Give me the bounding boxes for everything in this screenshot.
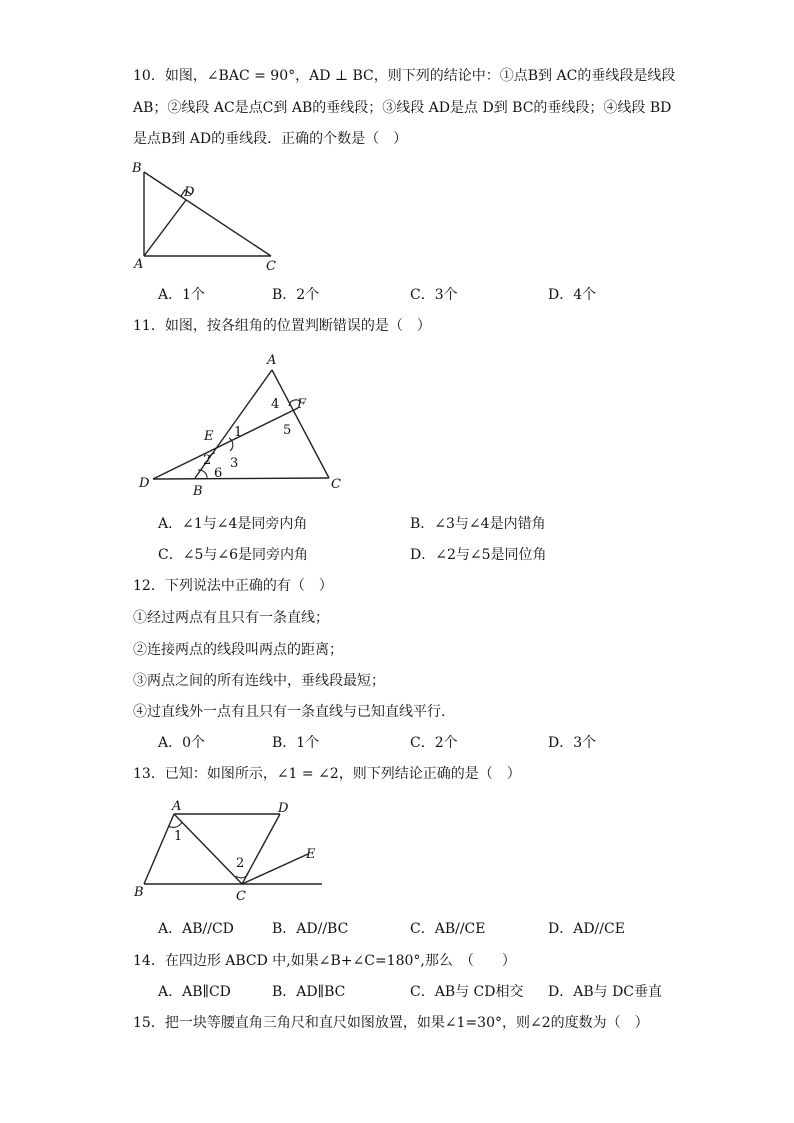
q13-option-c[interactable]: C．AB//CE (410, 921, 486, 937)
q13-option-d[interactable]: D．AD//CE (548, 921, 625, 937)
q15-stem: 15．把一块等腰直角三角尺和直尺如图放置，如果∠1=30°，则∠2的度数为（ ） (133, 1015, 649, 1031)
q13-label-c: C (236, 889, 246, 904)
q14-option-a[interactable]: A．AB∥CD (158, 984, 231, 1000)
q11-option-d[interactable]: D．∠2与∠5是同位角 (410, 547, 547, 563)
q12-item-4: ④过直线外一点有且只有一条直线与已知直线平行. (133, 704, 446, 720)
q10-label-d: D (184, 185, 195, 200)
q10-figure (130, 158, 290, 278)
q10-option-b[interactable]: B．2个 (272, 287, 320, 303)
q11-label-b: B (193, 484, 203, 499)
q12-option-d[interactable]: D．3个 (548, 735, 597, 751)
q13-label-e: E (306, 847, 316, 862)
q13-label-a: A (172, 799, 182, 814)
q11-option-b[interactable]: B．∠3与∠4是内错角 (410, 516, 546, 532)
q14-option-b[interactable]: B．AD∥BC (272, 984, 346, 1000)
q11-angle-6: 6 (214, 466, 223, 481)
q11-angle-3: 3 (230, 456, 239, 471)
q13-angle-1: 1 (174, 829, 183, 844)
q11-option-c[interactable]: C．∠5与∠6是同旁内角 (158, 547, 308, 563)
q10-stem-line1: 10．如图，∠BAC = 90°，AD ⊥ BC，则下列的结论中：①点B到 AC的垂线段是线段 (133, 68, 676, 84)
q12-item-2: ②连接两点的线段叫两点的距离； (133, 642, 343, 658)
q11-angle-4: 4 (271, 397, 280, 412)
q12-stem: 12．下列说法中正确的有（ ） (133, 578, 333, 594)
q12-option-c[interactable]: C．2个 (410, 735, 458, 751)
q10-label-a: A (134, 257, 144, 272)
q13-stem: 13．已知：如图所示，∠1 = ∠2，则下列结论正确的是（ ） (133, 766, 521, 782)
q11-option-a[interactable]: A．∠1与∠4是同旁内角 (158, 516, 308, 532)
q10-segment-ad (144, 200, 186, 256)
q11-label-e: E (204, 429, 214, 444)
q12-item-3: ③两点之间的所有连线中，垂线段最短； (133, 673, 385, 689)
q10-segment-bc (144, 172, 271, 256)
q12-option-b[interactable]: B．1个 (272, 735, 320, 751)
q10-option-d[interactable]: D．4个 (548, 287, 597, 303)
q12-option-a[interactable]: A．0个 (158, 735, 206, 751)
q10-label-c: C (266, 259, 276, 274)
q11-label-a: A (267, 353, 277, 368)
q11-segment-ac (272, 370, 329, 478)
q10-label-b: B (132, 161, 142, 176)
q13-angle-2: 2 (236, 856, 245, 871)
q11-segment-df (153, 408, 298, 479)
q10-option-c[interactable]: C．3个 (410, 287, 458, 303)
q11-angle-1: 1 (234, 425, 243, 440)
q11-segment-dc (153, 478, 329, 479)
q13-segment-ab (144, 814, 174, 884)
q11-figure (135, 350, 355, 500)
q13-option-b[interactable]: B．AD//BC (272, 921, 349, 937)
q13-label-b: B (134, 885, 144, 900)
q11-label-f: F (297, 397, 307, 412)
q11-angle-2: 2 (203, 453, 212, 468)
q13-segment-ac (174, 814, 245, 884)
q11-stem: 11．如图，按各组角的位置判断错误的是（ ） (133, 318, 431, 334)
q11-angle-5: 5 (283, 423, 292, 438)
q12-item-1: ①经过两点有且只有一条直线； (133, 610, 329, 626)
q14-option-d[interactable]: D．AB与 DC垂直 (548, 984, 663, 1000)
q14-stem: 14．在四边形 ABCD 中,如果∠B+∠C=180°,那么 （ ） (133, 953, 516, 969)
q14-option-c[interactable]: C．AB与 CD相交 (410, 984, 524, 1000)
q10-stem-line2: AB；②线段 AC是点C到 AB的垂线段；③线段 AD是点 D到 BC的垂线段；④线段 BD (133, 100, 672, 116)
q10-option-a[interactable]: A．1个 (158, 287, 206, 303)
q11-label-c: C (331, 477, 341, 492)
q11-label-d: D (139, 476, 150, 491)
q13-segment-dc (242, 814, 280, 884)
q13-label-d: D (278, 801, 289, 816)
q13-option-a[interactable]: A．AB//CD (158, 921, 234, 937)
q13-ray-ce (242, 854, 308, 884)
q10-stem-line3: 是点B到 AD的垂线段．正确的个数是（ ） (133, 131, 408, 147)
q13-figure (130, 796, 330, 906)
